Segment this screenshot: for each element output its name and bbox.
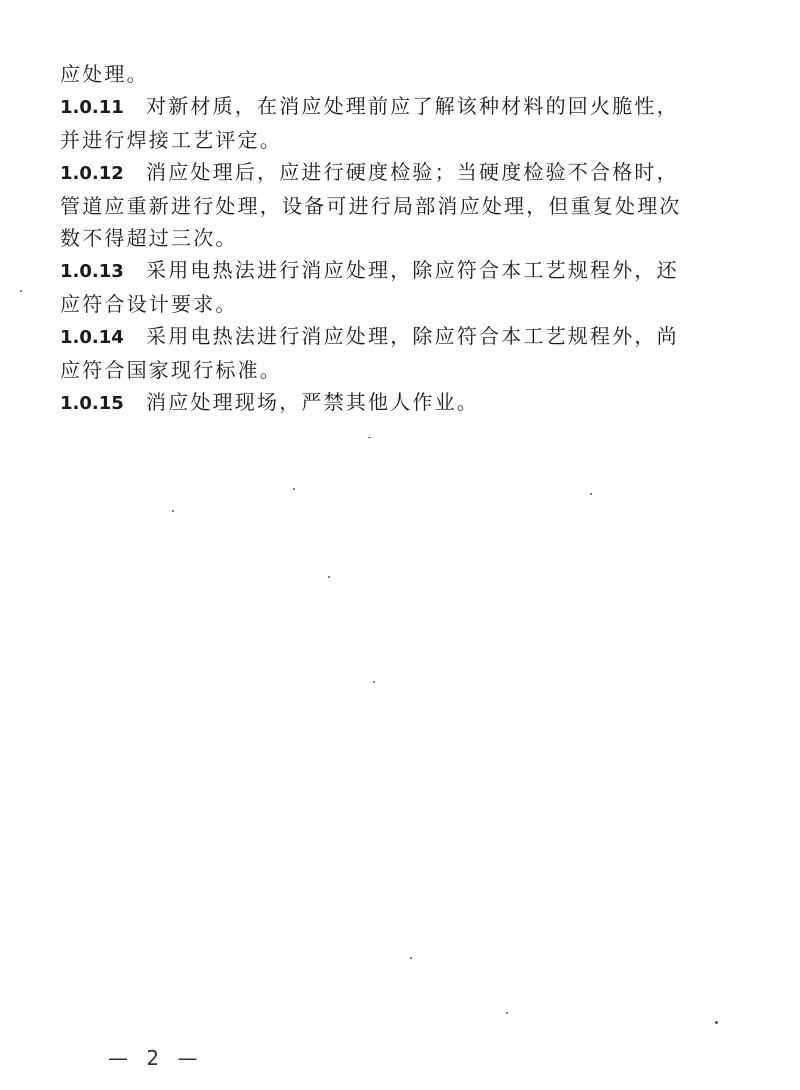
scan-speck (715, 1021, 718, 1024)
scan-speck (410, 957, 412, 959)
clause-1-0-13 (60, 254, 730, 288)
line-text: 应处理。 (60, 62, 149, 86)
line-text: 并进行焊接工艺评定。 (60, 128, 282, 152)
clause-number: 1.0.12 (60, 163, 124, 184)
text-line-6 (60, 222, 730, 254)
clause-number: 1.0.14 (60, 327, 124, 348)
text-line-3 (60, 124, 730, 156)
line-text: 数不得超过三次。 (60, 226, 238, 250)
clause-text: 消应处理后，应进行硬度检验；当硬度检验不合格时， (146, 160, 679, 184)
text-line-1 (60, 58, 730, 90)
clause-1-0-15 (60, 386, 730, 420)
line-text: 应符合国家现行标准。 (60, 358, 282, 382)
clause-number: 1.0.13 (60, 261, 124, 282)
line-text: 管道应重新进行处理，设备可进行局部消应处理，但重复处理次 (60, 194, 682, 218)
clause-1-0-14 (60, 320, 730, 354)
scan-speck (20, 290, 22, 292)
scan-speck (506, 1012, 508, 1014)
clause-1-0-11 (60, 90, 730, 124)
scan-speck (328, 576, 330, 578)
scan-speck (293, 488, 295, 490)
page-number: — 2 — (108, 1046, 204, 1070)
clause-1-0-12 (60, 156, 730, 190)
scan-speck (373, 681, 375, 683)
clause-number: 1.0.11 (60, 97, 124, 118)
clause-number: 1.0.15 (60, 393, 124, 414)
text-line-5 (60, 190, 730, 222)
line-text: 应符合设计要求。 (60, 292, 238, 316)
text-line-10 (60, 354, 730, 386)
document-body (60, 58, 730, 420)
scan-speck (368, 437, 371, 438)
text-line-8 (60, 288, 730, 320)
clause-text: 对新材质，在消应处理前应了解该种材料的回火脆性， (146, 94, 679, 118)
clause-text: 采用电热法进行消应处理，除应符合本工艺规程外，还 (146, 258, 679, 282)
clause-text: 消应处理现场，严禁其他人作业。 (146, 390, 479, 414)
scan-speck (172, 510, 174, 512)
scan-speck (590, 493, 592, 495)
clause-text: 采用电热法进行消应处理，除应符合本工艺规程外，尚 (146, 324, 679, 348)
